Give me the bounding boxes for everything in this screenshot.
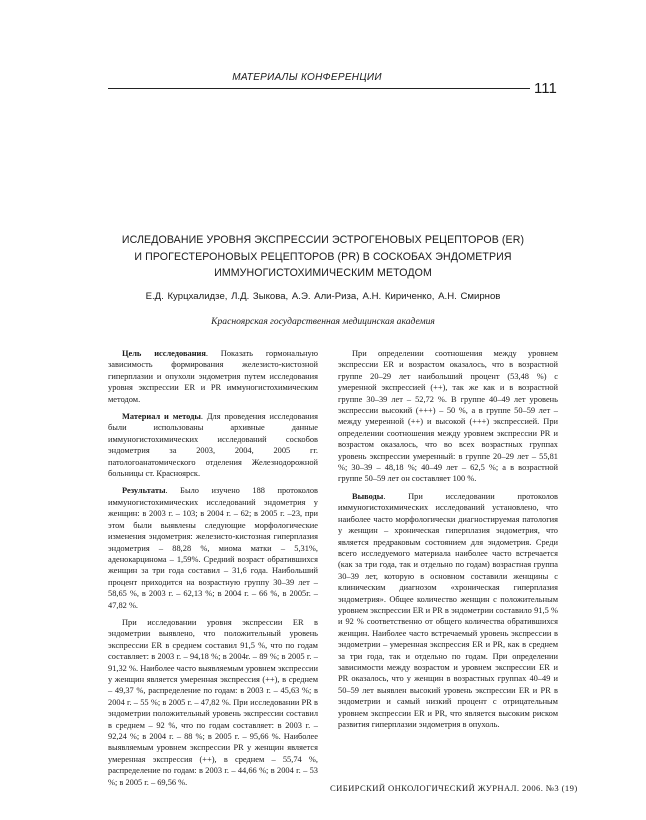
authors: Е.Д. Курцхалидзе, Л.Д. Зыкова, А.Э. Али-Риза, А.Н. Кириченко, А.Н. Смирнов: [145, 291, 501, 302]
title-line: И ПРОГЕСТЕРОНОВЫХ РЕЦЕПТОРОВ (PR) В СОСКОБАХ ЭНДОМЕТРИЯ: [134, 250, 512, 263]
paragraph-results: [108, 485, 318, 610]
right-column: [338, 348, 558, 736]
header-rule: [108, 88, 530, 89]
running-header-section: МАТЕРИАЛЫ КОНФЕРЕНЦИИ: [232, 72, 382, 83]
text-conclusions: . При исследовании протоколов иммуногистохимических исследований установлено, что наиболее часто морфологически диагностируемая патология у женщин – хроническая гиперплазия эндометрия, что является предраковым состоянием для эндометрия. Среди всего исследуемого материала наиболее часто встречается (как за три года, так и отдельно по годам) возрастная группа 30–39 лет, которую в основном составили женщины с клиническим диагнозом «хроническая гиперплазия эндометрия». Общее количество женщин с положительным уровнем экспрессии ER и PR в эндометрии составило 91,5 % и 92 % соответственно от общего количества обратившихся женщин. Наиболее часто встречаемый уровень экспрессии в эндометрии – умеренная экспрессия ER и PR, как в среднем за три года, так и отдельно по годам. При определении зависимости между возрастом и уровнем экспрессии ER и PR оказалось, что у женщин в возрастных группах 40–49 и 50–59 лет выявлен высокий уровень экспрессии ER и PR в эндометрии и самый низкий процент с отрицательным уровнем экспрессии ER и PR, что является высоким риском развития гиперплазии эндометрия в опухоль.: [338, 491, 558, 729]
heading-results: Результаты: [122, 486, 166, 496]
paragraph-er-pr: При исследовании уровня экспрессии ER в эндометрии выявлено, что положительный уровень экспрессии ER в среднем составил 91,5 %, что по годам составляет: в 2003 г. – 94,18 %; в 2004г. – 89 %; в 2005 г. – 91,32 %. Наиболее часто выявляемым уровнем экспрессии у женщин является умеренная экспрессия (++), в среднем – 49,37 %, распределение по годам: в 2003 г. – 45,63 %; в 2004 г. – 55 %; в 2005 г. – 47,82 %. При исследовании PR в эндометрии положительный уровень экспрессии составил в среднем – 92 %, что по годам составляет: в 2003 г. – 92,24 %; в 2004 г. – 88 %; в 2005 г. – 95,66 %. Наиболее выявляемым уровнем экспрессии PR у женщин является умеренная экспрессия (++), в среднем – 55,74 %, распределение по годам: в 2003 г. – 44,66 %; в 2004 г. – 53 %; в 2005 г. – 69,56 %.: [108, 617, 318, 787]
text-aim: . Показать гормональную зависимость формирования железисто-кистозной гиперплазии и опухоли эндометрия путем исследования уровня экспрессии ER и PR иммуногистохимическим методом.: [108, 349, 318, 404]
page-number: 111: [534, 80, 557, 97]
paragraph-age-correlation: При определении соотношения между уровнем экспрессии ER и возрастом оказалось, что в возрастной группе 20–29 лет наибольший процент (53,48 %) с умеренной экспрессией (++), так же как и в возрастной группе 30–39 лет – 52,72 %. В группе 40–49 лет уровень экспрессии высокий (+++) – 50 %, а в группе 50–59 лет – между умеренной (++) и высокой (+++) экспрессией. При определении соотношения между уровнем экспрессии PR и возрастом оказалось, что во всех возрастных группах уровень экспрессии умеренный: в группе 20–29 лет – 55,81 %; 30–39 – 48,18 %; 40–49 лет – 62,5 %; а в возрастной группе 50–59 лет он составляет 100 %.: [338, 349, 558, 484]
paragraph-conclusions: [338, 491, 558, 731]
title-line: ИСЛЕДОВАНИЕ УРОВНЯ ЭКСПРЕССИИ ЭСТРОГЕНОВЫХ РЕЦЕПТОРОВ (ER): [121, 234, 525, 246]
text-results: . Было изучено 188 протоколов иммуногистохимических исследований эндометрия у женщин: в 2003 г. – 103; в 2004 г. – 62; в 2005 г. –23, при этом были выявлены следующие морфологические изменения эндометрия: железисто-кистозная гиперплазия эндометрия – 88,28 %, миома матки – 5,31%, аденокарцинома – 1,59%. Средний возраст обратившихся женщин за три года составил – 31,6 года. Наибольший процент приходится на возрастную группу 30–39 лет – 58,65 %, в 2003 г. – 62,13 %; в 2004 г. – 66 %, в 2005г. – 47,82 %.: [108, 486, 318, 610]
heading-methods: Материал и методы: [122, 412, 201, 422]
heading-aim: Цель исследования: [122, 349, 206, 358]
journal-footer: СИБИРСКИЙ ОНКОЛОГИЧЕСКИЙ ЖУРНАЛ. 2006. №3 (19): [330, 783, 578, 793]
paragraph-aim: [108, 348, 318, 405]
article-title: [110, 232, 536, 282]
title-line: ИММУНОГИСТОХИМИЧЕСКИМ МЕТОДОМ: [214, 267, 432, 279]
affiliation: Красноярская государственная медицинская академия: [211, 316, 435, 327]
heading-conclusions: Выводы: [352, 491, 384, 501]
left-column: [108, 348, 318, 794]
text-methods: . Для проведения исследования были использованы архивные данные иммуногистохимических исследований соскобов эндометрия за 2003, 2004, 2005 гг. патологоанатомического отделения Железнодорожной больницы ст. Красноярск.: [108, 412, 318, 479]
paragraph-methods: [108, 411, 318, 479]
